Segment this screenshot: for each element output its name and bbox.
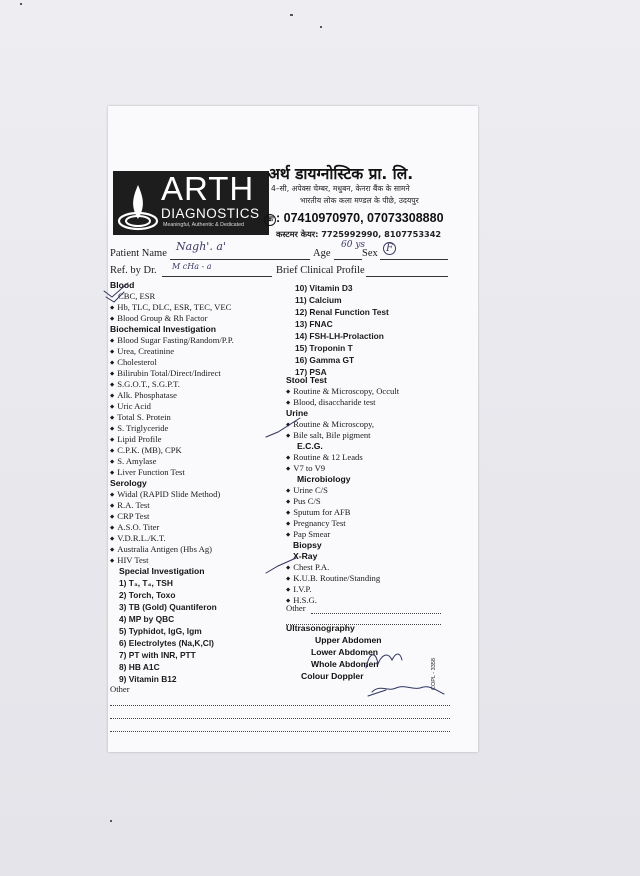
test-pregnancy: ◆ Pregnancy Test — [286, 518, 346, 528]
test-amylase: ◆ S. Amylase — [110, 456, 156, 466]
test-vdrl: ◆ V.D.R.L./K.T. — [110, 533, 166, 543]
section-stool: Stool Test — [286, 375, 327, 385]
scan-speck-3 — [320, 26, 322, 28]
test-troponin: 15) Troponin T — [295, 343, 353, 353]
test-urine-routine: ◆ Routine & Microscopy, — [286, 419, 374, 429]
test-lft: ◆ Liver Function Test — [110, 467, 185, 477]
test-total-protein: ◆ Total S. Protein — [110, 412, 171, 422]
scan-speck-2 — [290, 14, 293, 16]
test-upper-abdomen: Upper Abdomen — [315, 635, 382, 645]
test-tb-gold: 3) TB (Gold) Quantiferon — [119, 602, 217, 612]
section-ecg: E.C.G. — [297, 441, 323, 451]
section-urine: Urine — [286, 408, 308, 418]
logo-arth-text: ARTH — [161, 170, 255, 207]
test-sputum-afb: ◆ Sputum for AFB — [286, 507, 351, 517]
test-urea: ◆ Urea, Creatinine — [110, 346, 174, 356]
section-special: Special Investigation — [119, 566, 205, 576]
section-xray: X-Ray — [293, 551, 318, 561]
test-hsg: ◆ H.S.G. — [286, 595, 317, 605]
ref-by-label: Ref. by Dr. — [110, 265, 157, 276]
test-cholesterol: ◆ Cholesterol — [110, 357, 157, 367]
test-lower-abdomen: Lower Abdomen — [311, 647, 378, 657]
phone-icon: ☏ — [264, 214, 276, 226]
section-ultrasonography: Ultrasonography — [286, 623, 355, 633]
test-blood-sugar: ◆ Blood Sugar Fasting/Random/P.P. — [110, 335, 234, 345]
phone-numbers: : 07410970970, 07073308880 — [276, 211, 444, 225]
patient-name-label: Patient Name — [110, 248, 167, 259]
test-rft: 12) Renal Function Test — [295, 307, 389, 317]
signature-scribble-icon — [372, 687, 444, 694]
test-blood-group: ◆ Blood Group & Rh Factor — [110, 313, 207, 323]
test-hb: ◆ Hb, TLC, DLC, ESR, TEC, VEC — [110, 302, 231, 312]
test-ra: ◆ R.A. Test — [110, 500, 150, 510]
scan-speck-1 — [20, 3, 22, 5]
test-bile-salt: ◆ Bile salt, Bile pigment — [286, 430, 371, 440]
test-mp-qbc: 4) MP by QBC — [119, 614, 175, 624]
test-psa: 17) PSA — [295, 367, 327, 377]
test-typhidot: 5) Typhidot, IgG, Igm — [119, 626, 202, 636]
section-biochemical: Biochemical Investigation — [110, 324, 217, 334]
section-serology: Serology — [110, 478, 147, 488]
test-widal: ◆ Widal (RAPID Slide Method) — [110, 489, 220, 499]
test-pus-cs: ◆ Pus C/S — [286, 496, 321, 506]
test-fsh-lh: 14) FSH-LH-Prolaction — [295, 331, 384, 341]
brief-clinical-label: Brief Clinical Profile — [276, 265, 365, 276]
test-whole-abdomen: Whole Abdomen — [311, 659, 379, 669]
handwritten-patient-name: Nagh'. a' — [176, 240, 226, 253]
other-left-label: Other — [110, 684, 130, 694]
test-sgot: ◆ S.G.O.T., S.G.P.T. — [110, 379, 180, 389]
tick-urine-icon — [266, 418, 300, 437]
other-right-label: Other — [286, 603, 306, 613]
test-label: CBC, ESR — [118, 291, 156, 301]
signature-underline-icon — [368, 690, 386, 696]
test-vitamin-d3: 10) Vitamin D3 — [295, 283, 353, 293]
address-line-2: भारतीय लोक कला मण्डल के पीछे, उदयपुर — [300, 196, 419, 205]
test-torch: 2) Torch, Toxo — [119, 590, 176, 600]
customer-care-line: कस्टमर केयर: 7725992990, 8107753342 — [276, 229, 442, 239]
test-vitamin-b12: 9) Vitamin B12 — [119, 674, 177, 684]
test-ivp: ◆ I.V.P. — [286, 584, 311, 594]
test-uric-acid: ◆ Uric Acid — [110, 401, 151, 411]
test-ecg-v7: ◆ V7 to V9 — [286, 463, 325, 473]
test-kub: ◆ K.U.B. Routine/Standing — [286, 573, 380, 583]
test-calcium: 11) Calcium — [295, 295, 342, 305]
test-gamma-gt: 16) Gamma GT — [295, 355, 355, 365]
test-crp: ◆ CRP Test — [110, 511, 149, 521]
sex-label: Sex — [362, 248, 378, 259]
test-hba1c: 8) HB A1C — [119, 662, 160, 672]
section-microbiology: Microbiology — [297, 474, 351, 484]
handwritten-age: 60 ys — [341, 240, 366, 250]
tick-blood-icon — [104, 283, 128, 297]
test-stool-routine: ◆ Routine & Microscopy, Occult — [286, 386, 399, 396]
test-alk-phosphatase: ◆ Alk. Phosphatase — [110, 390, 177, 400]
test-chest-pa: ◆ Chest P.A. — [286, 562, 329, 572]
test-cpk: ◆ C.P.K. (MB), CPK — [110, 445, 182, 455]
test-fnac: 13) FNAC — [295, 319, 333, 329]
test-thyroid: 1) T₃, T₄, TSH — [119, 578, 173, 588]
tick-chest-pa-icon — [266, 558, 296, 573]
form-code: COPL - 3358 — [431, 658, 437, 690]
test-hiv: ◆ HIV Test — [110, 555, 149, 565]
test-urine-cs: ◆ Urine C/S — [286, 485, 328, 495]
test-pt-inr: 7) PT with INR, PTT — [119, 650, 196, 660]
section-biopsy: Biopsy — [293, 540, 322, 550]
tick-cbc-icon — [106, 292, 124, 302]
test-aso: ◆ A.S.O. Titer — [110, 522, 159, 532]
section-blood: Blood — [110, 280, 135, 290]
logo-diagnostics-text: DIAGNOSTICS — [161, 206, 260, 221]
test-stool-blood: ◆ Blood, disaccharide test — [286, 397, 376, 407]
test-australia-antigen: ◆ Australia Antigen (Hbs Ag) — [110, 544, 212, 554]
handwritten-sex: F — [383, 242, 396, 255]
test-pap-smear: ◆ Pap Smear — [286, 529, 330, 539]
age-label: Age — [313, 248, 331, 259]
lab-hindi-name: अर्थ डायग्नोस्टिक प्रा. लि. — [268, 165, 414, 183]
test-triglyceride: ◆ S. Triglyceride — [110, 423, 168, 433]
test-ecg-routine: ◆ Routine & 12 Leads — [286, 452, 363, 462]
test-lipid-profile: ◆ Lipid Profile — [110, 434, 161, 444]
address-line-1: 4–सी, अपेक्स चेम्बर, मधुबन, केनरा बैंक के सामने — [271, 184, 410, 193]
test-bilirubin: ◆ Bilirubin Total/Direct/Indirect — [110, 368, 221, 378]
test-colour-doppler: Colour Doppler — [301, 671, 364, 681]
scan-speck-4 — [110, 820, 112, 822]
doctor-signature-icon — [366, 654, 402, 668]
test-electrolytes: 6) Electrolytes (Na,K,Cl) — [119, 638, 214, 648]
handwritten-doctor: M cHa - a — [172, 262, 212, 271]
logo-tagline: Meaningful, Authentic & Dedicated — [163, 222, 244, 228]
